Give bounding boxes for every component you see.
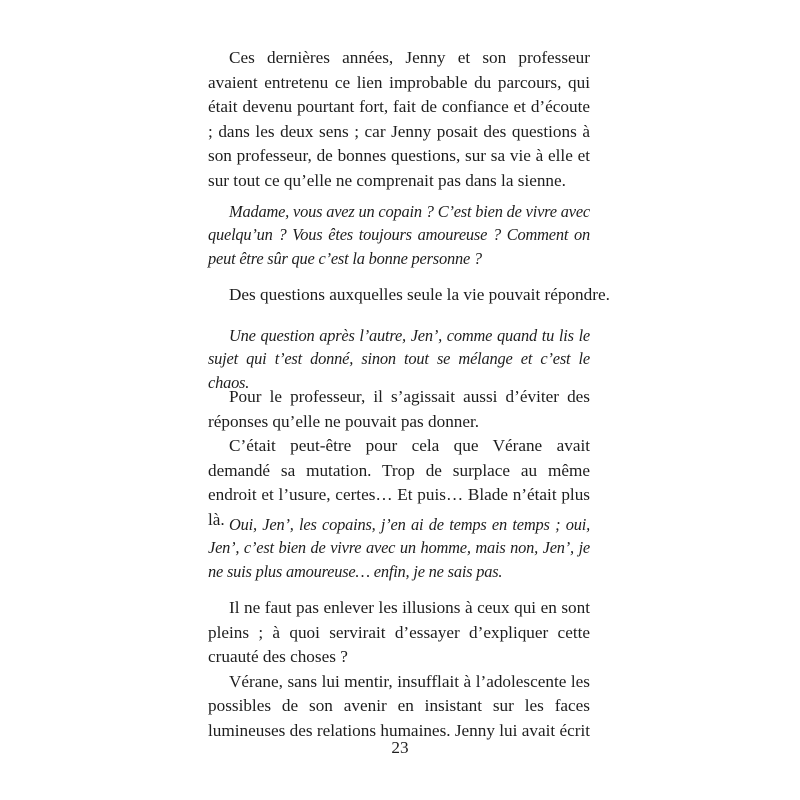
page-number: 23	[391, 738, 409, 757]
italic-passage-3: Oui, Jen’, les copains, j’en ai de temps en temps ; oui, Jen’, c’est bien de vivre avec un homme, mais non, Jen’, je ne suis plus amoureuse… enfin, je ne sais pas.	[208, 515, 590, 581]
paragraph-6: Vérane, sans lui mentir, insufflait à l’adolescente les possibles de son avenir en insistant sur les faces lumineuses des relations humaines. Jenny lui avait écrit	[208, 671, 590, 740]
italic-passage-2: Une question après l’autre, Jen’, comme quand tu lis le sujet qui t’est donné, sinon tout se mélange et c’est le chaos.	[208, 326, 590, 392]
paragraph-2: Des questions auxquelles seule la vie pouvait répondre.	[229, 285, 610, 304]
paragraphs-5-6-block	[208, 596, 590, 744]
paragraph-3: Pour le professeur, il s’agissait aussi d’éviter des réponses qu’elle ne pouvait pas donner.	[208, 387, 590, 431]
paragraph-1: Ces dernières années, Jenny et son professeur avaient entretenu ce lien improbable du parcours, qui était devenu pourtant fort, fait de confiance et d’écoute ; dans les deux sens ; car Jenny posait des questions à son professeur, de bonnes questions, sur sa vie à elle et sur tout ce qu’elle ne comprenait pas dans la sienne.	[208, 48, 590, 190]
paragraphs-3-4-block	[208, 385, 590, 533]
italic-passage-1: Madame, vous avez un copain ? C’est bien de vivre avec quelqu’un ? Vous êtes toujours amoureuse ? Comment on peut être sûr que c’est la bonne personne ?	[208, 202, 590, 268]
paragraph-4: C’était peut-être pour cela que Vérane avait demandé sa mutation. Trop de surplace au même endroit et l’usure, certes… Et puis… Blade n’était plus là.	[208, 436, 590, 529]
paragraph-5: Il ne faut pas enlever les illusions à ceux qui en sont pleins ; à quoi servirait d’essayer d’expliquer cette cruauté des choses ?	[208, 598, 590, 667]
paragraph-1-block	[208, 46, 590, 194]
